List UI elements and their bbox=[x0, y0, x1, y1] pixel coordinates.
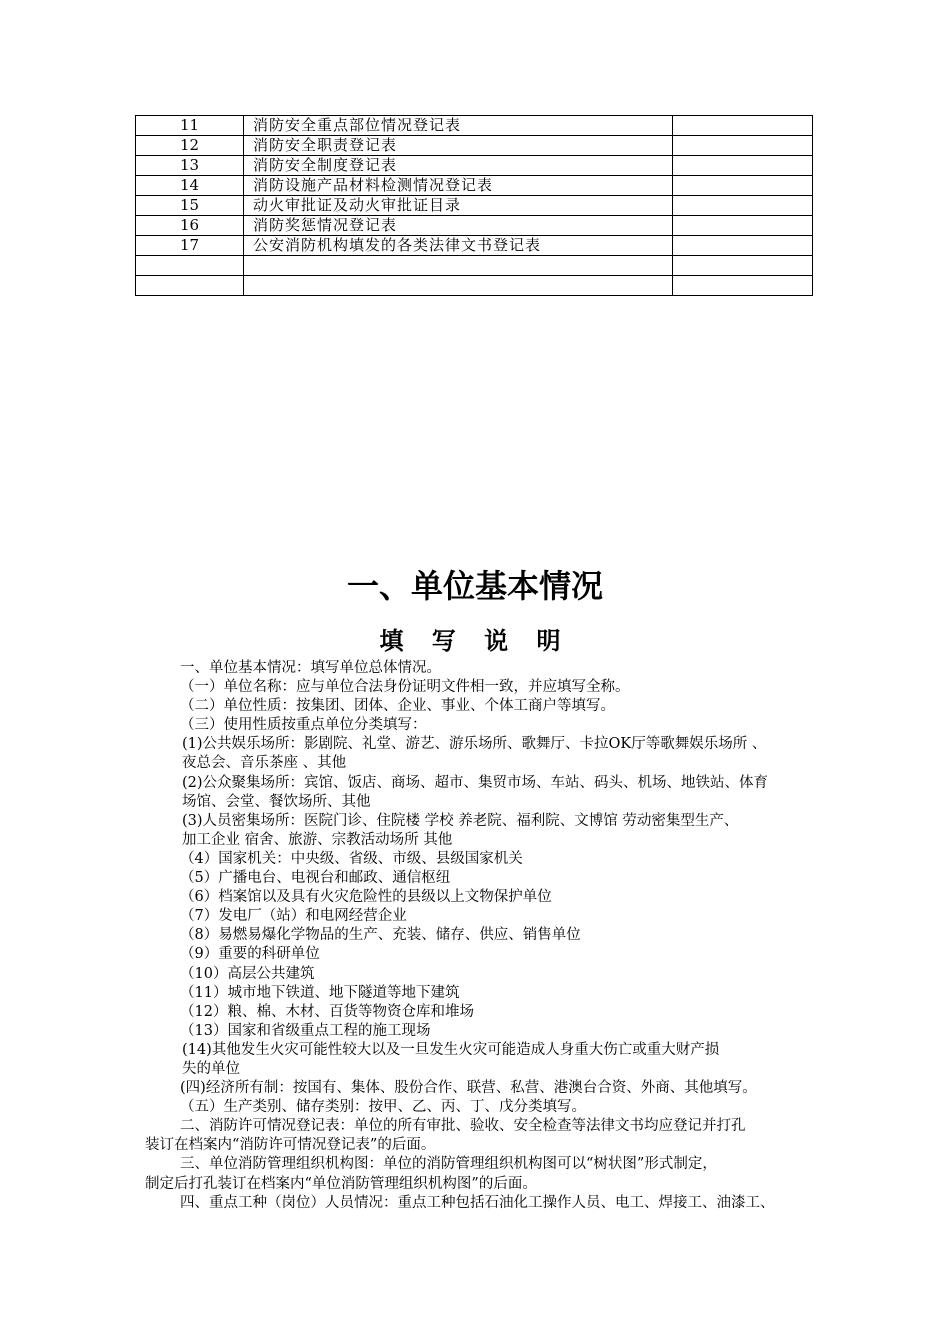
row-number: 16 bbox=[136, 216, 244, 236]
table-row bbox=[136, 196, 813, 216]
table-row bbox=[136, 276, 813, 296]
instruction-line: （12）粮、棉、木材、百货等物资仓库和堆场 bbox=[180, 1003, 474, 1020]
row-blank-cell bbox=[673, 196, 813, 216]
row-number: 12 bbox=[136, 136, 244, 156]
row-blank-cell bbox=[673, 136, 813, 156]
row-blank-cell bbox=[673, 156, 813, 176]
row-form-name bbox=[244, 276, 673, 296]
table-row bbox=[136, 176, 813, 196]
table-row bbox=[136, 216, 813, 236]
instruction-line: （11）城市地下铁道、地下隧道等地下建筑 bbox=[180, 984, 460, 1001]
instruction-line: 加工企业 宿舍、旅游、宗教活动场所 其他 bbox=[182, 831, 453, 848]
row-number: 14 bbox=[136, 176, 244, 196]
instruction-line: 场馆、会堂、餐饮场所、其他 bbox=[182, 793, 371, 810]
row-form-name: 消防奖惩情况登记表 bbox=[244, 216, 673, 236]
row-blank-cell bbox=[673, 276, 813, 296]
row-number: 13 bbox=[136, 156, 244, 176]
row-blank-cell bbox=[673, 236, 813, 256]
instructions-subtitle: 填 写 说 明 bbox=[379, 627, 571, 655]
instruction-line: 四、重点工种（岗位）人员情况：重点工种包括石油化工操作人员、电工、焊接工、油漆工、 bbox=[180, 1194, 775, 1211]
row-number bbox=[136, 276, 244, 296]
row-form-name: 动火审批证及动火审批证目录 bbox=[244, 196, 673, 216]
instruction-line: 装订在档案内“消防许可情况登记表”的后面。 bbox=[145, 1137, 436, 1154]
instructions-body bbox=[145, 659, 820, 1213]
instruction-line: （二）单位性质：按集团、团体、企业、事业、个体工商户等填写。 bbox=[180, 698, 615, 715]
section-title: 一、单位基本情况 bbox=[346, 567, 603, 605]
instruction-line: （7）发电厂（站）和电网经营企业 bbox=[180, 908, 407, 925]
instruction-line: （三）使用性质按重点单位分类填写： bbox=[180, 717, 427, 734]
row-blank-cell bbox=[673, 176, 813, 196]
instruction-line: 一、单位基本情况：填写单位总体情况。 bbox=[180, 660, 441, 676]
row-form-name: 消防安全制度登记表 bbox=[244, 156, 673, 176]
instruction-line: 夜总会、音乐茶座 、其他 bbox=[182, 755, 347, 772]
row-number: 15 bbox=[136, 196, 244, 216]
register-list-table bbox=[135, 115, 813, 296]
instruction-line: （一）单位名称：应与单位合法身份证明文件相一致，并应填写全称。 bbox=[180, 679, 630, 696]
row-number: 17 bbox=[136, 236, 244, 256]
table-row bbox=[136, 116, 813, 136]
instruction-line: 失的单位 bbox=[182, 1060, 240, 1077]
instruction-line: (四)经济所有制：按国有、集体、股份合作、联营、私营、港澳台合资、外商、其他填写。 bbox=[180, 1080, 757, 1097]
row-number bbox=[136, 256, 244, 276]
instruction-line: （8）易燃易爆化学物品的生产、充装、储存、供应、销售单位 bbox=[180, 927, 581, 944]
instruction-line: （6）档案馆以及具有火灾危险性的县级以上文物保护单位 bbox=[180, 889, 552, 906]
table-row bbox=[136, 256, 813, 276]
row-blank-cell bbox=[673, 216, 813, 236]
table-row bbox=[136, 236, 813, 256]
instruction-line: （9）重要的科研单位 bbox=[180, 946, 320, 963]
row-form-name: 消防安全重点部位情况登记表 bbox=[244, 116, 673, 136]
instruction-line: 二、消防许可情况登记表：单位的所有审批、验收、安全检查等法律文书均应登记并打孔 bbox=[180, 1118, 746, 1135]
instruction-line: （五）生产类别、储存类别：按甲、乙、丙、丁、戊分类填写。 bbox=[180, 1099, 586, 1116]
instruction-line: (3)人员密集场所：医院门诊、住院楼 学校 养老院、福利院、文博馆 劳动密集型生产、 bbox=[182, 812, 739, 829]
row-form-name: 消防设施产品材料检测情况登记表 bbox=[244, 176, 673, 196]
instruction-line: （5）广播电台、电视台和邮政、通信枢纽 bbox=[180, 870, 451, 887]
row-blank-cell bbox=[673, 256, 813, 276]
row-number: 11 bbox=[136, 116, 244, 136]
instruction-line: (2)公众聚集场所：宾馆、饭店、商场、超市、集贸市场、车站、码头、机场、地铁站、体育 bbox=[182, 774, 769, 791]
instruction-line: 三、单位消防管理组织机构图：单位的消防管理组织机构图可以“树状图”形式制定， bbox=[180, 1156, 717, 1173]
row-form-name: 公安消防机构填发的各类法律文书登记表 bbox=[244, 236, 673, 256]
instruction-line: （13）国家和省级重点工程的施工现场 bbox=[180, 1022, 431, 1039]
row-blank-cell bbox=[673, 116, 813, 136]
table-row bbox=[136, 136, 813, 156]
table-row bbox=[136, 156, 813, 176]
instruction-line: （4）国家机关：中央级、省级、市级、县级国家机关 bbox=[180, 850, 523, 867]
instruction-line: (14)其他发生火灾可能性较大以及一旦发生火灾可能造成人身重大伤亡或重大财产损 bbox=[182, 1041, 720, 1058]
row-form-name bbox=[244, 256, 673, 276]
instruction-line: （10）高层公共建筑 bbox=[180, 965, 315, 982]
instruction-line: 制定后打孔装订在档案内“单位消防管理组织机构图”的后面。 bbox=[145, 1175, 537, 1192]
instruction-line: (1)公共娱乐场所：影剧院、礼堂、游艺、游乐场所、歌舞厅、卡拉OK厅等歌舞娱乐场所 、 bbox=[182, 736, 767, 753]
row-form-name: 消防安全职责登记表 bbox=[244, 136, 673, 156]
